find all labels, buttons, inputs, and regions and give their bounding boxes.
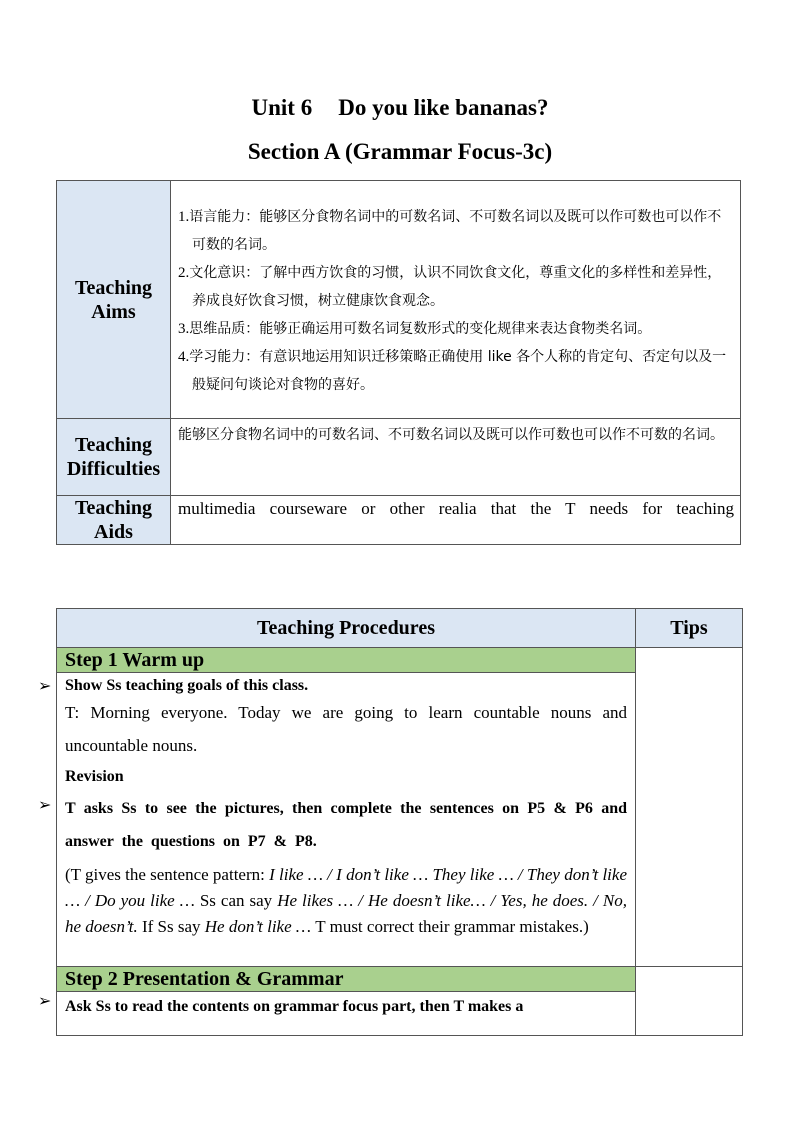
- step-1-body: [57, 673, 636, 967]
- teaching-aims-content: [171, 181, 741, 419]
- revision-heading: Revision: [65, 768, 124, 785]
- step-2-task: Ask Ss to read the contents on grammar focus part, then T makes a: [65, 998, 524, 1015]
- teaching-aids-label: Teaching Aids: [57, 496, 171, 545]
- procedures-header: Teaching Procedures: [57, 609, 636, 648]
- bullet-arrow-icon: ➢: [38, 676, 52, 695]
- step-1-heading: Step 1 Warm up: [57, 648, 636, 673]
- aim-item: 4.学习能力：有意识地运用知识迁移策略正确使用 like 各个人称的肯定句、否定句以及一般疑问句谈论对食物的喜好。: [178, 349, 727, 393]
- step-2-tips-cell: [636, 967, 743, 1036]
- aim-item: 1.语言能力：能够区分食物名词中的可数名词、不可数名词以及既可以作可数也可以作不可数的名词。: [178, 209, 722, 253]
- document-title: [0, 95, 800, 121]
- step-1-task: T asks Ss to see the pictures, then complete the sentences on P5 & P6 and answer the questions on P7 & P8.: [65, 800, 627, 850]
- teaching-aims-label: Teaching Aims: [57, 181, 171, 419]
- aim-item: 2.文化意识：了解中西方饮食的习惯，认识不同饮食文化，尊重文化的多样性和差异性，养成良好饮食习惯，树立健康饮食观念。: [178, 265, 722, 309]
- step-2-body: [57, 992, 636, 1036]
- aims-list: [178, 181, 734, 413]
- aim-item: 3.思维品质：能够正确运用可数名词复数形式的变化规律来表达食物类名词。: [178, 321, 652, 337]
- teaching-procedures-table: [56, 608, 743, 1036]
- unit-topic: Do you like bananas?: [338, 95, 549, 120]
- section-subtitle: Section A (Grammar Focus-3c): [247, 139, 553, 164]
- unit-number: Unit 6: [251, 95, 313, 120]
- bullet-arrow-icon: ➢: [38, 991, 52, 1010]
- tips-header: Tips: [636, 609, 743, 648]
- step-1-teacher-line: T: Morning everyone. Today we are going to learn countable nouns and uncountable nouns.: [65, 703, 627, 755]
- teaching-difficulties-label: Teaching Difficulties: [57, 419, 171, 496]
- step-2-heading: Step 2 Presentation & Grammar: [57, 967, 636, 992]
- sentence-pattern: (T gives the sentence pattern: I like … / I don’t like … They like … / They don’t like … / Do you like … Ss can say He likes … / He doesn’t like… / Yes, he does. / No, he doesn’t. If Ss say He don’t like … T must correct their grammar mistakes.): [65, 865, 627, 936]
- teaching-aims-table: [56, 180, 741, 545]
- step-1-goal: Show Ss teaching goals of this class.: [65, 677, 309, 694]
- bullet-arrow-icon: ➢: [38, 795, 52, 814]
- step-1-tips-cell: [636, 648, 743, 967]
- teaching-aids-content: multimedia courseware or other realia that the T needs for teaching: [171, 496, 741, 545]
- teaching-difficulties-content: 能够区分食物名词中的可数名词、不可数名词以及既可以作可数也可以作不可数的名词。: [171, 419, 741, 496]
